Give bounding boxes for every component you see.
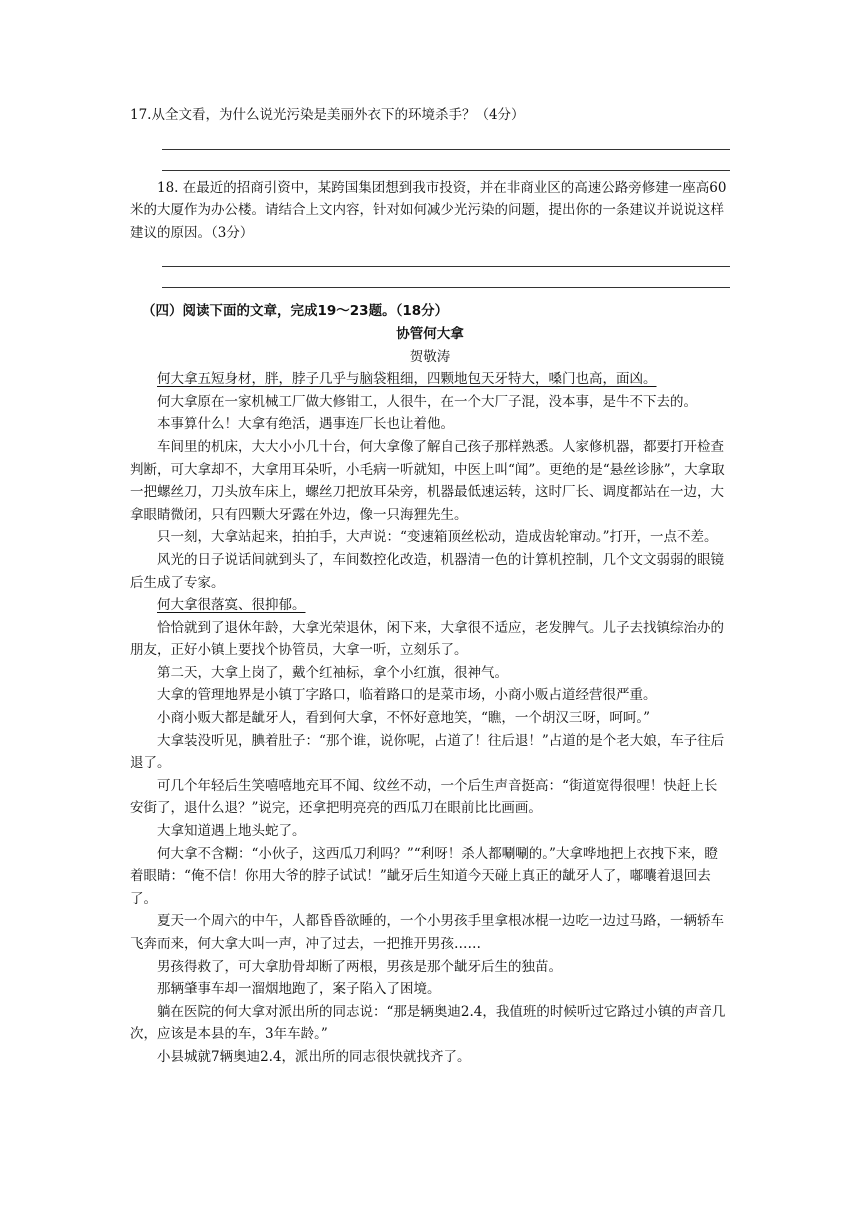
question-18: 18. 在最近的招商引资中，某跨国集团想到我市投资，并在非商业区的高速公路旁修建一座高60米的大厦作为办公楼。请结合上文内容，针对如何减少光污染的问题，提出你的一条建议并说说这样建议的原因。（3分） xyxy=(130,179,727,241)
answer-line[interactable] xyxy=(162,267,730,288)
paragraph: 小县城就7辆奥迪2.4，派出所的同志很快就找齐了。 xyxy=(157,1048,471,1065)
paragraph: 夏天一个周六的中午，人都昏昏欲睡的，一个小男孩手里拿根冰棍一边吃一边过马路，一辆轿车飞奔而来，何大拿大叫一声，冲了过去，一把推开男孩…… xyxy=(130,913,724,952)
document-page xyxy=(130,104,730,1069)
paragraph: 何大拿原在一家机械工厂做大修钳工，人很牛，在一个大厂子混，没本事，是牛不下去的。 xyxy=(157,393,697,410)
paragraph: 小商小贩大都是龇牙人，看到何大拿，不怀好意地笑，“瞧，一个胡汉三呀，呵呵。” xyxy=(157,710,651,727)
paragraph: 可几个年轻后生笑嘻嘻地充耳不闻、纹丝不动，一个后生声音挺高：“街道宽得很哩！快赶上长安街了，退什么退？”说完，还拿把明亮亮的西瓜刀在眼前比比画画。 xyxy=(130,777,718,817)
paragraph: 何大拿不含糊：“小伙子，这西瓜刀利吗？”“利呀！杀人都唰唰的。”大拿哗地把上衣拽下来，瞪着眼睛：“俺不信！你用大爷的脖子试试！”龇牙后生知道今天碰上真正的龇牙人了，嘟囔着退回去了。 xyxy=(130,845,718,907)
paragraph: 只一刻，大拿站起来，拍拍手，大声说：“变速箱顶丝松动，造成齿轮窜动。”打开，一点不差。 xyxy=(157,529,718,546)
paragraph: 何大拿五短身材，胖，脖子几乎与脑袋粗细，四颗地包天牙特大，嗓门也高，面凶。 xyxy=(157,371,657,388)
section-heading: （四）阅读下面的文章，完成19～23题。（18分） xyxy=(142,303,449,320)
paragraph: 躺在医院的何大拿对派出所的同志说：“那是辆奥迪2.4，我值班的时候听过它路过小镇的声音几次，应该是本县的车，3年车龄。” xyxy=(130,1003,726,1043)
paragraph: 第二天，大拿上岗了，戴个红袖标，拿个小红旗，很神气。 xyxy=(157,664,508,681)
question-17: 17.从全文看，为什么说光污染是美丽外衣下的环境杀手？（4分） xyxy=(130,107,525,123)
paragraph: 恰恰就到了退休年龄，大拿光荣退休，闲下来，大拿很不适应，老发脾气。儿子去找镇综治办的朋友，正好小镇上要找个协管员，大拿一听，立刻乐了。 xyxy=(130,619,724,659)
paragraph: 本事算什么！大拿有绝活，遇事连厂长也让着他。 xyxy=(157,416,454,433)
article-author: 贺敬涛 xyxy=(409,348,451,365)
paragraph: 大拿知道遇上地头蛇了。 xyxy=(157,823,306,840)
answer-line[interactable] xyxy=(162,150,730,171)
paragraph: 车间里的机床，大大小小几十台，何大拿像了解自己孩子那样熟悉。人家修机器，都要打开检查判断，可大拿却不，大拿用耳朵听，小毛病一听就知，中医上叫“闻”。更绝的是“悬丝诊脉”，大拿取一把螺丝刀，刀头放车床上，螺丝刀把放耳朵旁，机器最低速运转，这时厂长、调度都站在一边，大拿眼睛微闭，只有四颗大牙露在外边，像一只海狸先生。 xyxy=(130,438,725,523)
article-title: 协管何大拿 xyxy=(396,325,464,342)
paragraph: 男孩得救了，可大拿肋骨却断了两根，男孩是那个龇牙后生的独苗。 xyxy=(157,958,562,975)
answer-line[interactable] xyxy=(162,129,730,150)
paragraph: 大拿的管理地界是小镇丁字路口，临着路口的是菜市场，小商小贩占道经营很严重。 xyxy=(157,687,657,704)
paragraph: 何大拿很落寞、很抑郁。 xyxy=(157,597,306,614)
paragraph: 风光的日子说话间就到头了，车间数控化改造，机器清一色的计算机控制，几个文文弱弱的眼镜后生成了专家。 xyxy=(130,551,724,591)
paragraph: 那辆肇事车却一溜烟地跑了，案子陷入了困境。 xyxy=(157,981,441,998)
answer-line[interactable] xyxy=(162,246,730,267)
paragraph: 大拿装没听见，腆着肚子：“那个谁，说你呢，占道了！往后退！”占道的是个老大娘，车子往后退了。 xyxy=(130,732,725,772)
